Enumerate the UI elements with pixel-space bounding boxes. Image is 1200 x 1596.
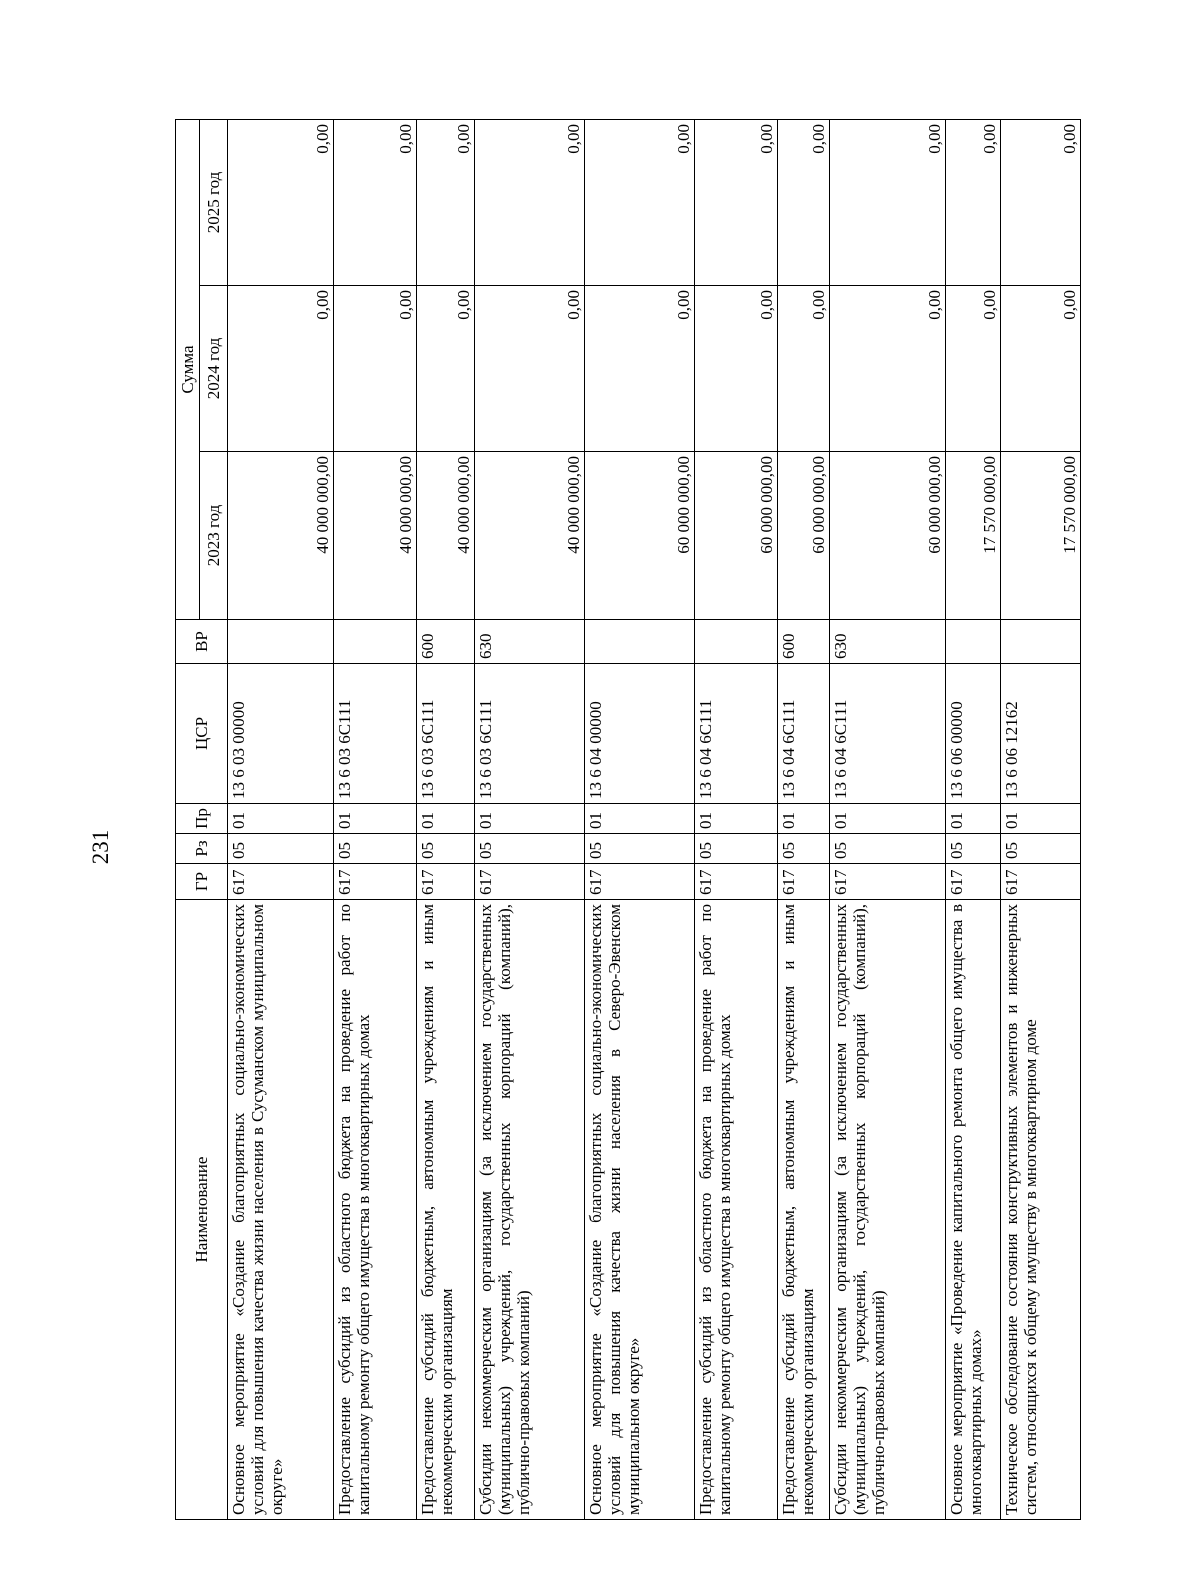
table-row <box>417 120 475 1520</box>
header-2025: 2025 год <box>200 120 228 286</box>
row-csr: 13 6 04 6С111 <box>830 664 946 804</box>
row-2023: 60 000 000,00 <box>695 452 778 620</box>
row-2024: 0,00 <box>1001 286 1081 452</box>
row-csr: 13 6 03 6С111 <box>417 664 475 804</box>
row-rz: 05 <box>228 834 334 864</box>
row-vr: 630 <box>475 620 585 664</box>
table-row <box>778 120 830 1520</box>
table-row <box>334 120 417 1520</box>
row-pr: 01 <box>228 804 334 834</box>
row-csr: 13 6 03 6С111 <box>475 664 585 804</box>
row-csr: 13 6 03 00000 <box>228 664 334 804</box>
row-csr: 13 6 04 6С111 <box>695 664 778 804</box>
row-2025: 0,00 <box>585 120 695 286</box>
row-rz: 05 <box>778 834 830 864</box>
row-gr: 617 <box>334 864 417 900</box>
row-2025: 0,00 <box>417 120 475 286</box>
row-2025: 0,00 <box>695 120 778 286</box>
row-gr: 617 <box>946 864 1001 900</box>
row-rz: 05 <box>1001 834 1081 864</box>
row-2024: 0,00 <box>585 286 695 452</box>
row-2024: 0,00 <box>334 286 417 452</box>
row-2024: 0,00 <box>475 286 585 452</box>
row-csr: 13 6 04 00000 <box>585 664 695 804</box>
row-name: Предоставление субсидий бюджетным, автономным учреждениям и иным некоммерческим организациям <box>417 900 475 1520</box>
row-2025: 0,00 <box>830 120 946 286</box>
table-row <box>1001 120 1081 1520</box>
table-body <box>228 120 1081 1520</box>
header-csr: ЦСР <box>176 664 228 804</box>
row-pr: 01 <box>946 804 1001 834</box>
row-2024: 0,00 <box>695 286 778 452</box>
row-csr: 13 6 03 6С111 <box>334 664 417 804</box>
row-2024: 0,00 <box>830 286 946 452</box>
row-name: Субсидии некоммерческим организациям (за исключением государственных (муниципальных) учреждений, государственных корпораций (компаний), публично-правовых компаний) <box>475 900 585 1520</box>
row-2023: 60 000 000,00 <box>585 452 695 620</box>
row-2024: 0,00 <box>946 286 1001 452</box>
table-header <box>176 120 228 1520</box>
header-2023: 2023 год <box>200 452 228 620</box>
row-gr: 617 <box>585 864 695 900</box>
row-pr: 01 <box>475 804 585 834</box>
row-vr: 630 <box>830 620 946 664</box>
row-gr: 617 <box>475 864 585 900</box>
row-pr: 01 <box>1001 804 1081 834</box>
table-row <box>946 120 1001 1520</box>
table-row <box>585 120 695 1520</box>
row-2025: 0,00 <box>1001 120 1081 286</box>
row-rz: 05 <box>475 834 585 864</box>
row-vr <box>1001 620 1081 664</box>
row-2023: 17 570 000,00 <box>1001 452 1081 620</box>
header-gr: ГР <box>176 864 228 900</box>
row-gr: 617 <box>830 864 946 900</box>
row-name: Предоставление субсидий из областного бюджета на проведение работ по капитальному ремонту общего имущества в многоквартирных домах <box>695 900 778 1520</box>
table-row <box>475 120 585 1520</box>
row-2025: 0,00 <box>475 120 585 286</box>
row-2023: 17 570 000,00 <box>946 452 1001 620</box>
row-rz: 05 <box>830 834 946 864</box>
row-gr: 617 <box>695 864 778 900</box>
row-csr: 13 6 06 00000 <box>946 664 1001 804</box>
header-name: Наименование <box>176 900 228 1520</box>
row-2024: 0,00 <box>417 286 475 452</box>
header-sum: Сумма <box>176 120 200 620</box>
row-rz: 05 <box>585 834 695 864</box>
row-name: Предоставление субсидий бюджетным, автономным учреждениям и иным некоммерческим организациям <box>778 900 830 1520</box>
row-vr <box>334 620 417 664</box>
row-vr <box>228 620 334 664</box>
row-name: Техническое обследование состояния конструктивных элементов и инженерных систем, относящихся к общему имуществу в многоквартирном доме <box>1001 900 1081 1520</box>
row-2023: 40 000 000,00 <box>228 452 334 620</box>
row-2025: 0,00 <box>778 120 830 286</box>
row-2023: 60 000 000,00 <box>830 452 946 620</box>
row-pr: 01 <box>334 804 417 834</box>
table-row <box>830 120 946 1520</box>
row-2023: 40 000 000,00 <box>475 452 585 620</box>
row-2025: 0,00 <box>946 120 1001 286</box>
header-rz: Рз <box>176 834 228 864</box>
header-pr: Пр <box>176 804 228 834</box>
row-csr: 13 6 06 12162 <box>1001 664 1081 804</box>
row-rz: 05 <box>946 834 1001 864</box>
row-vr <box>585 620 695 664</box>
row-2024: 0,00 <box>778 286 830 452</box>
row-rz: 05 <box>334 834 417 864</box>
table-row <box>695 120 778 1520</box>
budget-table <box>175 119 1081 1520</box>
row-pr: 01 <box>417 804 475 834</box>
row-vr <box>695 620 778 664</box>
row-gr: 617 <box>1001 864 1081 900</box>
row-rz: 05 <box>695 834 778 864</box>
row-name: Основное мероприятие «Создание благоприятных социально-экономических условий для повышения качества жизни населения в Сусуманском муниципальном округе» <box>228 900 334 1520</box>
row-2025: 0,00 <box>334 120 417 286</box>
row-vr: 600 <box>778 620 830 664</box>
row-pr: 01 <box>585 804 695 834</box>
row-2025: 0,00 <box>228 120 334 286</box>
row-name: Основное мероприятие «Создание благоприятных социально-экономических условий для повышения качества жизни населения в Северо-Эвенском муниципальном округе» <box>585 900 695 1520</box>
row-name: Предоставление субсидий из областного бюджета на проведение работ по капитальному ремонту общего имущества в многоквартирных домах <box>334 900 417 1520</box>
row-name: Основное мероприятие «Проведение капитального ремонта общего имущества в многоквартирных домах» <box>946 900 1001 1520</box>
row-gr: 617 <box>778 864 830 900</box>
row-rz: 05 <box>417 834 475 864</box>
row-2023: 40 000 000,00 <box>417 452 475 620</box>
row-name: Субсидии некоммерческим организациям (за исключением государственных (муниципальных) учреждений, государственных корпораций (компаний), публично-правовых компаний) <box>830 900 946 1520</box>
row-gr: 617 <box>228 864 334 900</box>
row-2024: 0,00 <box>228 286 334 452</box>
page-number: 231 <box>88 829 113 865</box>
row-gr: 617 <box>417 864 475 900</box>
row-csr: 13 6 04 6С111 <box>778 664 830 804</box>
row-pr: 01 <box>695 804 778 834</box>
row-pr: 01 <box>830 804 946 834</box>
row-vr <box>946 620 1001 664</box>
header-vr: ВР <box>176 620 228 664</box>
row-2023: 60 000 000,00 <box>778 452 830 620</box>
row-pr: 01 <box>778 804 830 834</box>
header-2024: 2024 год <box>200 286 228 452</box>
row-vr: 600 <box>417 620 475 664</box>
table-row <box>228 120 334 1520</box>
row-2023: 40 000 000,00 <box>334 452 417 620</box>
budget-table-container <box>175 120 1080 1520</box>
